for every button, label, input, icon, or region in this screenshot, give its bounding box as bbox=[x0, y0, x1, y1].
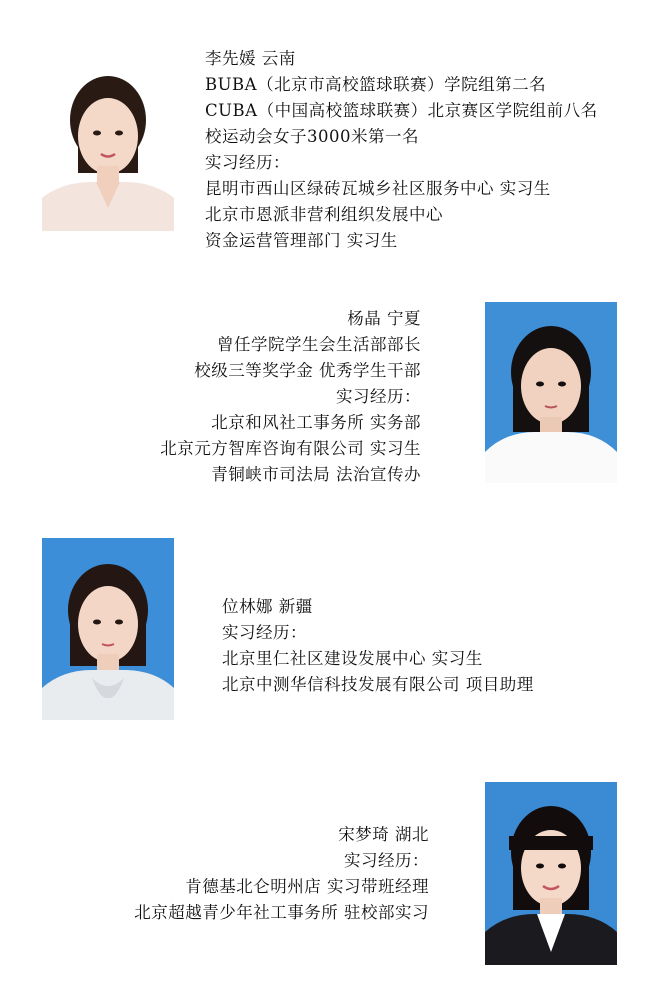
profile-detail-line: 实习经历： bbox=[205, 153, 290, 172]
profile-detail-line: 北京里仁社区建设发展中心 实习生 bbox=[222, 649, 483, 668]
profile-detail-line: 曾任学院学生会生活部部长 bbox=[217, 335, 421, 354]
portrait-image bbox=[485, 302, 617, 483]
profile-detail-line: 北京和风社工事务所 实务部 bbox=[211, 413, 421, 432]
profile-text bbox=[134, 822, 429, 926]
profile-detail-line: 北京超越青少年社工事务所 驻校部实习 bbox=[134, 903, 429, 922]
profile-photo bbox=[485, 302, 617, 483]
profile-detail-line: 校运动会女子3000米第一名 bbox=[205, 127, 419, 146]
profile-detail-line: 校级三等奖学金 优秀学生干部 bbox=[194, 361, 421, 380]
profile-detail-line: 青铜峡市司法局 法治宣传办 bbox=[211, 465, 421, 484]
profile-detail-line: 肯德基北仑明州店 实习带班经理 bbox=[185, 877, 429, 896]
profile-detail-line: CUBA（中国高校篮球联赛）北京赛区学院组前八名 bbox=[205, 101, 598, 120]
profile-detail-line: 北京市恩派非营利组织发展中心 bbox=[205, 205, 443, 224]
profile-name-origin: 杨晶 宁夏 bbox=[347, 309, 421, 328]
profile-name-origin: 宋梦琦 湖北 bbox=[338, 825, 429, 844]
portrait-image bbox=[42, 538, 174, 720]
profile-detail-line: 北京中测华信科技发展有限公司 项目助理 bbox=[222, 675, 534, 694]
profile-detail-line: 实习经历： bbox=[336, 387, 421, 406]
profile-text bbox=[160, 306, 421, 488]
profile-detail-line: BUBA（北京市高校篮球联赛）学院组第二名 bbox=[205, 75, 547, 94]
profile-detail-line: 实习经历： bbox=[344, 851, 429, 870]
profile-photo bbox=[42, 538, 174, 720]
profile-detail-line: 实习经历： bbox=[222, 623, 307, 642]
portrait-image bbox=[485, 782, 617, 965]
portrait-image bbox=[42, 48, 174, 231]
profile-detail-line: 北京元方智库咨询有限公司 实习生 bbox=[160, 439, 421, 458]
profile-name-origin: 位林娜 新疆 bbox=[222, 597, 313, 616]
profile-text bbox=[205, 46, 598, 254]
profile-name-origin: 李先媛 云南 bbox=[205, 49, 296, 68]
profile-photo bbox=[485, 782, 617, 965]
profile-detail-line: 昆明市西山区绿砖瓦城乡社区服务中心 实习生 bbox=[205, 179, 551, 198]
profile-detail-line: 资金运营管理部门 实习生 bbox=[205, 231, 398, 250]
profile-photo bbox=[42, 48, 174, 231]
profile-text bbox=[222, 594, 534, 698]
